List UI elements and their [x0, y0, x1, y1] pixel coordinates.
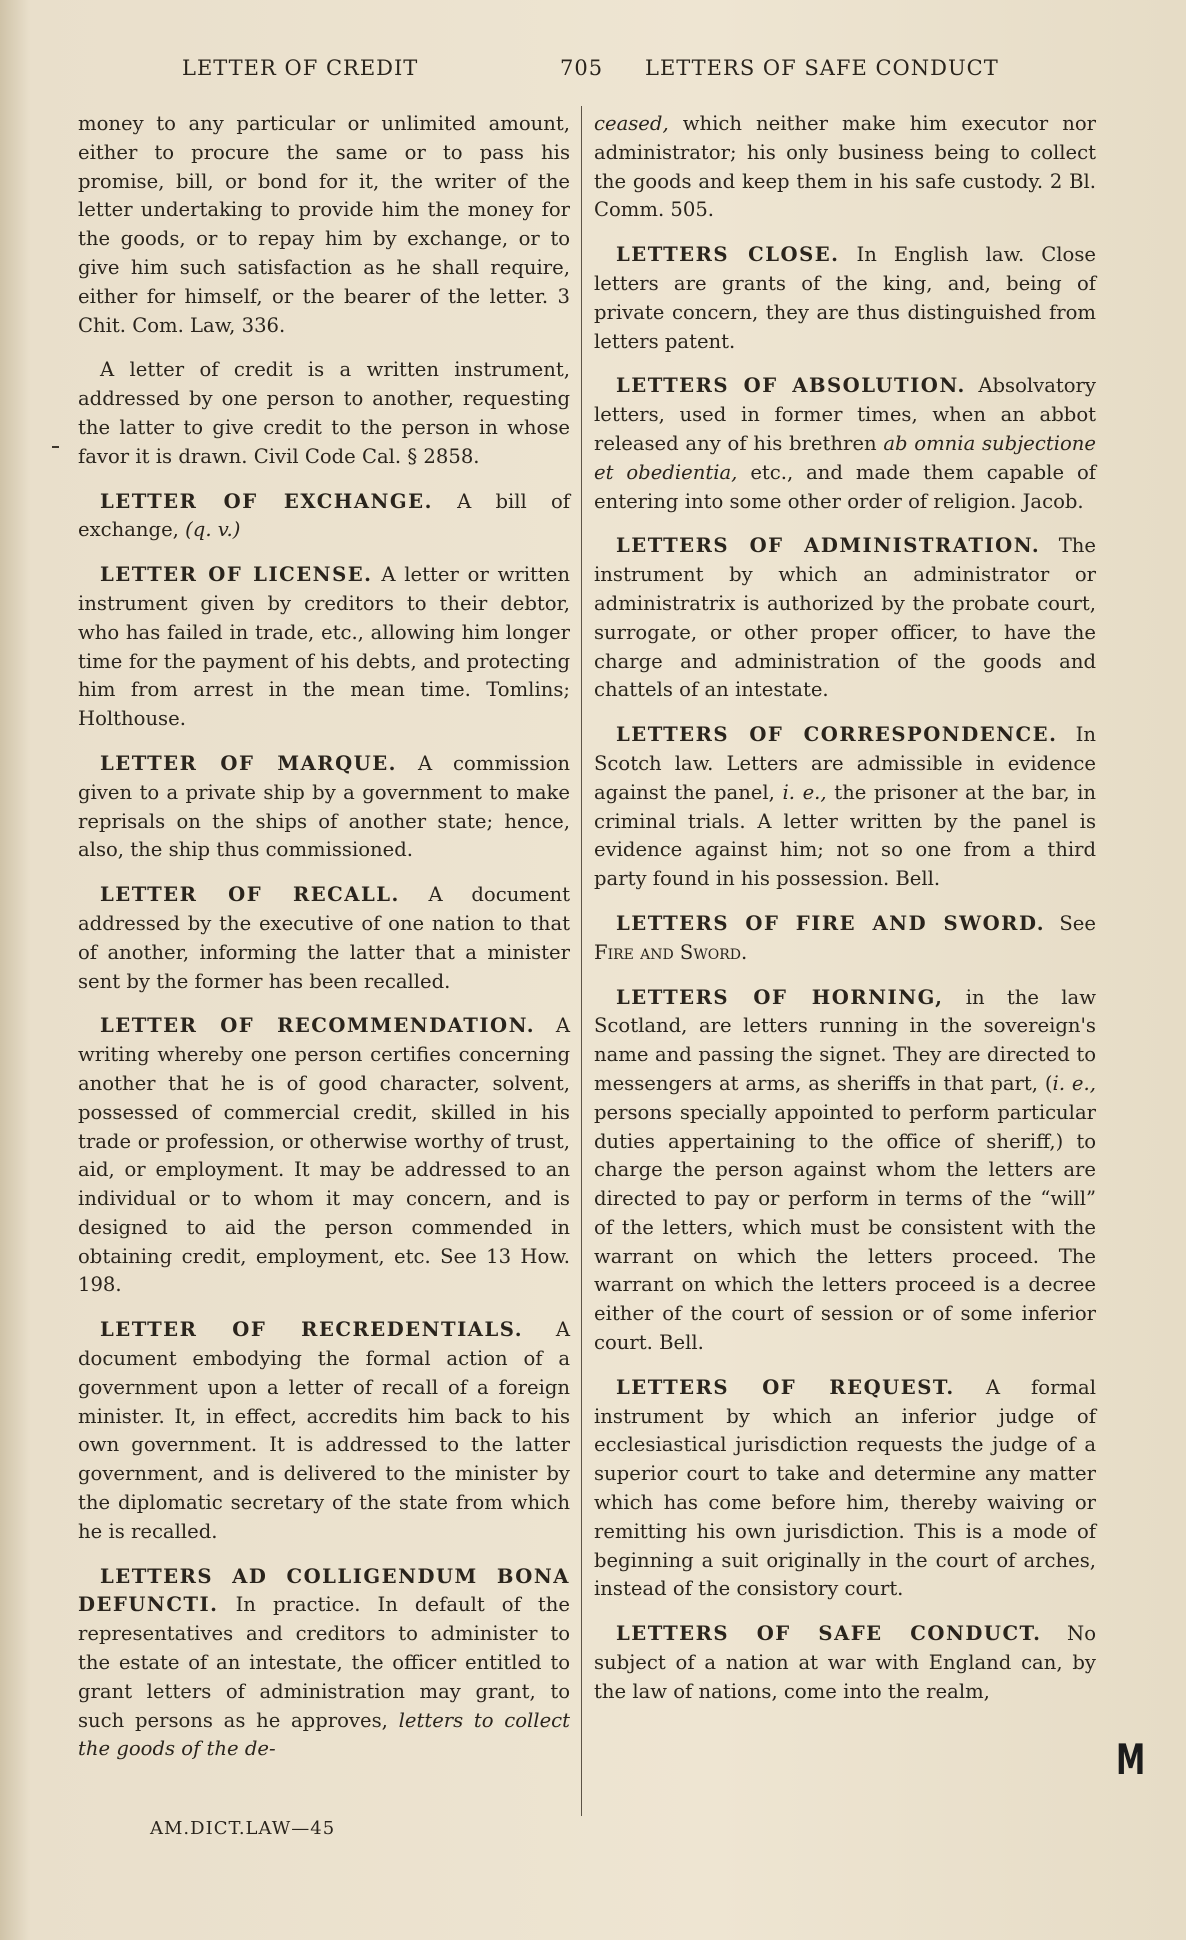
headword: LETTER OF RECOMMENDATION. — [100, 1014, 536, 1038]
entry-letter-of-license: LETTER OF LICENSE. A letter or written instrument given by creditors to their debtor, who has failed in trade, etc., allowing him longer time for the payment of his debts, and protecting him from arrest in the mean time. Tomlins; Holthouse. — [78, 563, 571, 731]
entry-letters-of-safe-conduct: LETTERS OF SAFE CONDUCT. No subject of a nation at war with England can, by the law of nations, come into the realm, — [594, 1622, 1096, 1703]
left-column — [78, 110, 570, 1780]
entry-letters-ad-colligendum: LETTERS AD COLLIGENDUM BONA DEFUNCTI. In practice. In default of the representatives and creditors to administer to the estate of an intestate, the officer entitled to grant letters of administration may grant, to such persons as he approves, letters to collect the goods of the de- — [78, 1564, 571, 1761]
entry-letter-of-recall: LETTER OF RECALL. A document addressed by the executive of one nation to that of another, informing the latter that a minister sent by the former has been recalled. — [78, 883, 570, 993]
headword: LETTER OF RECREDENTIALS. — [100, 1318, 524, 1342]
header-left-guide-word: LETTER OF CREDIT — [182, 56, 419, 80]
headword: LETTER OF LICENSE. — [100, 563, 373, 587]
header-right-guide-word: LETTERS OF SAFE CONDUCT — [645, 56, 999, 80]
entry-letter-of-recommendation: LETTER OF RECOMMENDATION. A writing whereby one person certifies concerning another that he is of good character, solvent, possessed of commercial credit, skilled in his trade or profession, or otherwise worthy of trust, aid, or employment. It may be addressed to an individual or to whom it may concern, and is designed to aid the person commended in obtaining credit, employment, etc. See 13 How. 198. — [78, 1014, 571, 1297]
entry-ad-colligendum-continuation: ceased, which neither make him executor nor administrator; his only business being to collect the goods and keep them in his safe custody. 2 Bl. Comm. 505. — [594, 112, 1096, 222]
right-column — [594, 110, 1096, 1723]
page-number: 705 — [560, 56, 604, 80]
entry-letter-of-exchange: LETTER OF EXCHANGE. A bill of exchange, (q. v.) — [78, 489, 571, 542]
headword: LETTER OF RECALL. — [100, 883, 400, 907]
headword: LETTERS OF HORNING, — [616, 985, 944, 1009]
headword: LETTER OF MARQUE. — [100, 751, 397, 775]
entry-letters-of-absolution: LETTERS OF ABSOLUTION. Absolvatory letters, used in former times, when an abbot released any of his brethren ab omnia subjectione et obedientia, etc., and made them capable of entering into some other order of religion. Jacob. — [594, 374, 1096, 513]
headword: LETTERS OF REQUEST. — [616, 1375, 955, 1399]
entry-letters-of-administration: LETTERS OF ADMINISTRATION. The instrument by which an administrator or administratrix is authorized by the probate court, surrogate, or other proper officer, to have the charge and administration of the goods and chattels of an intestate. — [594, 534, 1096, 702]
entry-letter-of-credit-continuation: money to any particular or unlimited amount, either to procure the same or to pass his promise, bill, or bond for it, the writer of the letter undertaking to provide him the money for the goods, or to repay him by exchange, or to give him such satisfaction as he shall require, either for himself, or the bearer of the letter. 3 Chit. Com. Law, 336. — [78, 112, 570, 337]
running-header — [0, 56, 1186, 86]
entry-letters-of-fire-and-sword: LETTERS OF FIRE AND SWORD. See Fire and Sword. — [594, 911, 1096, 964]
entry-letter-of-recredentials: LETTER OF RECREDENTIALS. A document embodying the formal action of a government upon a letter of recall of a foreign minister. It, in effect, accredits him back to his own government. It is addressed to the latter government, and is delivered to the minister by the diplomatic secretary of the state from which he is recalled. — [78, 1318, 570, 1543]
headword: LETTERS OF CORRESPONDENCE. — [616, 723, 1058, 747]
signature-mark: AM.DICT.LAW—45 — [150, 1818, 336, 1839]
column-divider — [581, 106, 582, 1816]
headword: LETTERS OF SAFE CONDUCT. — [616, 1622, 1042, 1646]
entry-letters-of-correspondence: LETTERS OF CORRESPONDENCE. In Scotch law. Letters are admissible in evidence against the panel, i. e., the prisoner at the bar, in criminal trials. A letter written by the panel is evidence against him; not so one from a third party found in his possession. Bell. — [594, 723, 1097, 891]
entry-letter-of-marque: LETTER OF MARQUE. A commission given to a private ship by a government to make reprisals on the ships of another state; hence, also, the ship thus commissioned. — [78, 751, 570, 862]
entry-letter-of-credit-definition: A letter of credit is a written instrument, addressed by one person to another, requesting the latter to give credit to the person in whose favor it is drawn. Civil Code Cal. § 2858. — [78, 358, 570, 468]
entry-letters-of-request: LETTERS OF REQUEST. A formal instrument by which an inferior judge of ecclesiastical jurisdiction requests the judge of a superior court to take and determine any matter which has come before him, thereby waiving or remitting his own jurisdiction. This is a mode of beginning a suit originally in the court of arches, instead of the consistory court. — [594, 1375, 1096, 1601]
headword: LETTERS OF FIRE AND SWORD. — [616, 911, 1046, 935]
entry-letters-of-horning: LETTERS OF HORNING, in the law Scotland, are letters running in the sovereign's name and passing the signet. They are directed to messengers at arms, as sheriffs in that part, (i. e., persons specially appointed to perform particular duties appertaining to the office of sheriff,) to charge the person against whom the letters are directed to pay or perform in terms of the “will” of the letters, which must be consistent with the warrant on which the letters proceed. The warrant on which the letters proceed is a decree either of the court of session or of some inferior court. Bell. — [594, 985, 1096, 1355]
headword: LETTER OF EXCHANGE. — [100, 489, 433, 513]
headword: LETTERS AD COLLIGENDUM BONA DEFUNCTI. — [78, 1564, 570, 1617]
headword: LETTERS CLOSE. — [616, 243, 840, 267]
margin-mark — [52, 446, 59, 448]
headword: LETTERS OF ADMINISTRATION. — [616, 534, 1041, 558]
thumb-index-letter: M — [1116, 1735, 1146, 1784]
headword: LETTERS OF ABSOLUTION. — [616, 374, 966, 398]
entry-letters-close: LETTERS CLOSE. In English law. Close letters are grants of the king, and, being of private concern, they are thus distinguished from letters patent. — [594, 243, 1096, 353]
